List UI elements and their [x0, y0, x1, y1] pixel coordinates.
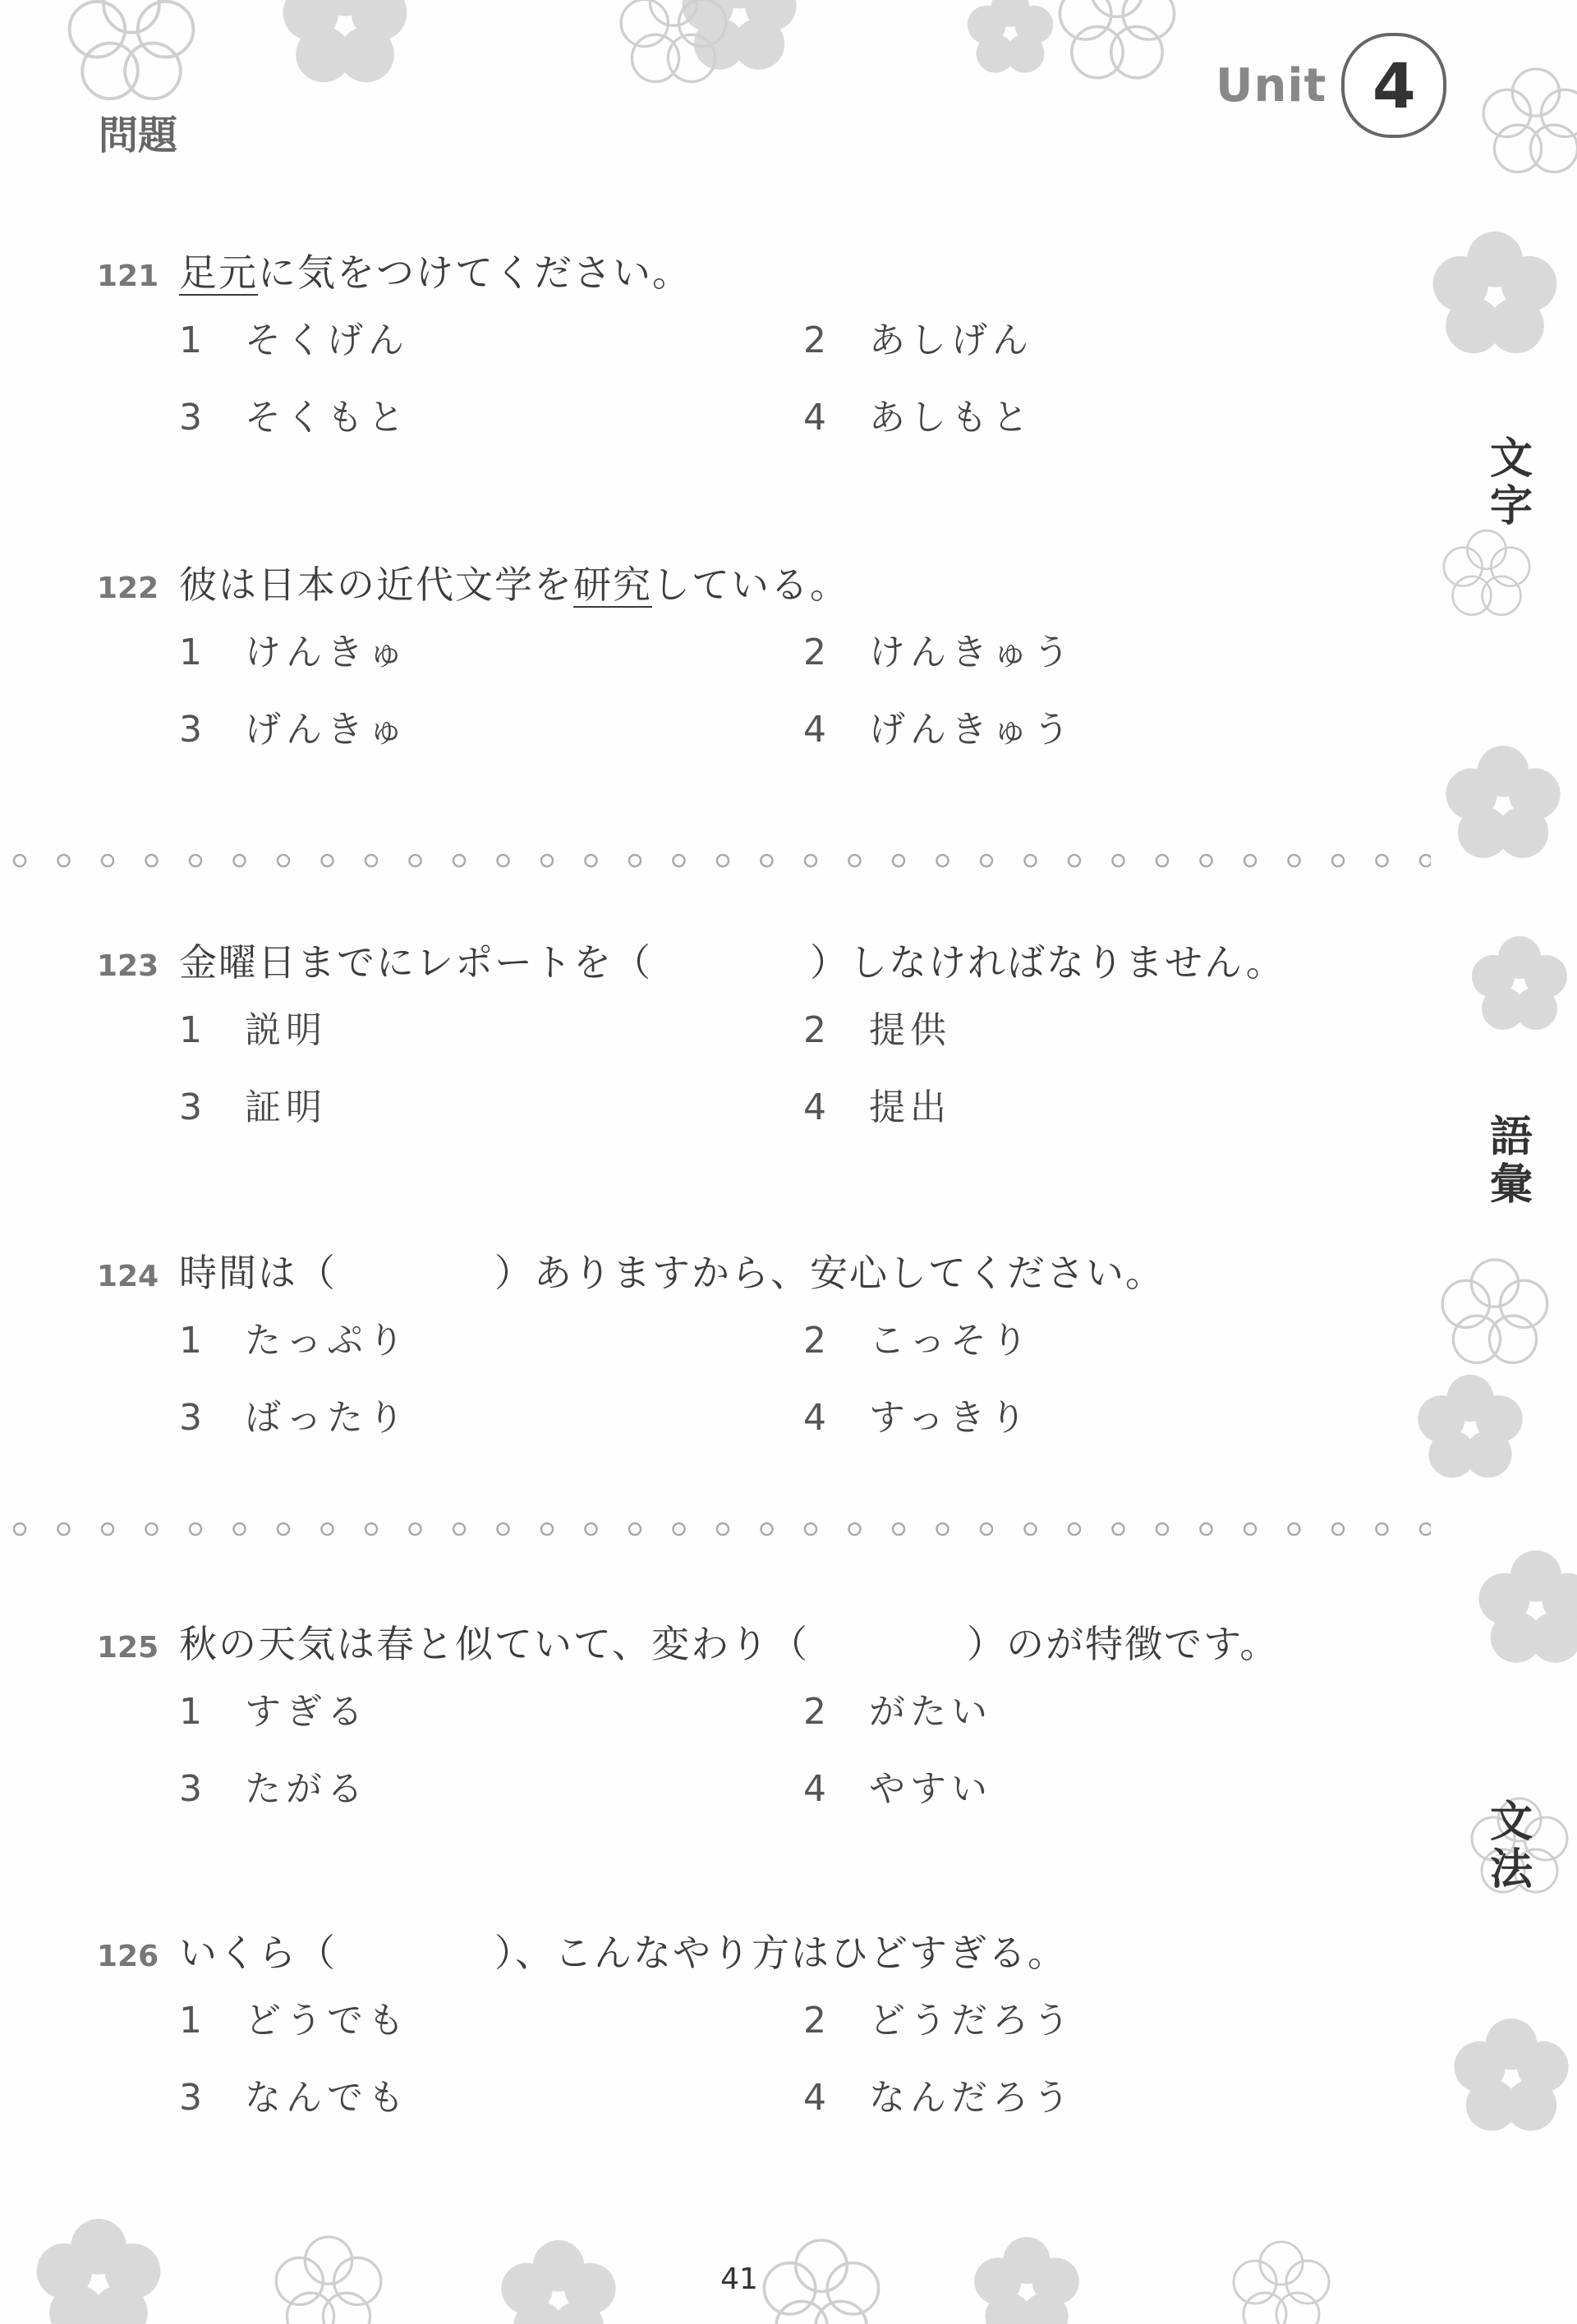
question-text: いくら（ ）、こんなやり方はひどすぎる。: [179, 1931, 1067, 1975]
separator-dot: [849, 855, 861, 866]
separator-dot: [14, 855, 25, 866]
option-2[interactable]: 2 どうだろう: [803, 2000, 1074, 2042]
option-1[interactable]: 1 そくげん: [179, 319, 409, 361]
answer-options: [179, 1991, 1428, 2120]
question-text: 時間は（ ）ありますから、安心してください。: [179, 1251, 1165, 1295]
answer-options: [179, 1682, 1428, 1812]
option-3[interactable]: 3 なんでも: [179, 2077, 409, 2119]
separator-dot: [849, 1523, 861, 1535]
separator-dot: [761, 855, 773, 866]
answer-options: [179, 622, 1428, 752]
separator-dot: [937, 1523, 949, 1535]
side-tab-moji[interactable]: 文 字: [1489, 434, 1533, 531]
separator-dot: [234, 855, 246, 866]
question-text: 足元に気をつけてください。: [179, 250, 692, 295]
question-125: [97, 1614, 1428, 1812]
separator-dot: [541, 1523, 553, 1535]
unit-badge: [1216, 33, 1446, 138]
separator-dot: [1113, 1523, 1124, 1535]
unit-label: Unit: [1216, 58, 1327, 113]
separator-dot: [322, 1523, 333, 1535]
option-2[interactable]: 2 こっそり: [803, 1320, 1033, 1362]
separator-dot: [586, 1523, 597, 1535]
separator-dot: [674, 855, 685, 866]
option-3[interactable]: 3 げんきゅ: [179, 709, 409, 751]
underlined-word: 研究: [573, 563, 652, 607]
separator-dot: [453, 1523, 465, 1535]
question-text: 彼は日本の近代文学を研究している。: [179, 563, 849, 607]
option-1[interactable]: 1 どうでも: [179, 2000, 409, 2042]
separator-dot: [586, 855, 597, 866]
page-number: 41: [720, 2262, 758, 2296]
separator-dot: [981, 855, 992, 866]
separator-dot: [146, 1523, 158, 1535]
option-4[interactable]: 4 あしもと: [803, 397, 1033, 439]
separator-dot: [1332, 855, 1344, 866]
question-text: 金曜日までにレポートを（ ）しなければなりません。: [179, 940, 1285, 985]
separator-dot: [893, 1523, 904, 1535]
unit-number: 4: [1341, 33, 1446, 138]
separator-dot: [1025, 1523, 1037, 1535]
separator-dot: [498, 1523, 509, 1535]
separator-dot: [410, 1523, 421, 1535]
separator-dot: [1332, 1523, 1344, 1535]
option-4[interactable]: 4 なんだろう: [803, 2077, 1074, 2119]
separator-dot: [453, 855, 465, 866]
option-1[interactable]: 1 すぎる: [179, 1691, 368, 1733]
separator-dot: [674, 1523, 685, 1535]
separator-dot: [366, 855, 377, 866]
separator-dot: [146, 855, 158, 866]
separator-dot: [1156, 855, 1168, 866]
dotted-separator: [10, 852, 1431, 869]
answer-options: [179, 310, 1428, 440]
option-1[interactable]: 1 たっぷり: [179, 1320, 409, 1362]
answer-options: [179, 1311, 1428, 1440]
separator-dot: [278, 1523, 289, 1535]
separator-dot: [1289, 1523, 1300, 1535]
separator-dot: [322, 855, 333, 866]
question-text: 秋の天気は春と似ていて、変わり（ ）のが特徴です。: [179, 1622, 1280, 1666]
separator-dot: [1244, 1523, 1256, 1535]
option-2[interactable]: 2 けんきゅう: [803, 632, 1074, 673]
separator-dot: [629, 1523, 641, 1535]
separator-dot: [1244, 855, 1256, 866]
separator-dot: [366, 1523, 377, 1535]
separator-dot: [1377, 855, 1388, 866]
option-1[interactable]: 1 けんきゅ: [179, 632, 409, 673]
question-121: [97, 243, 1428, 440]
option-3[interactable]: 3 たがる: [179, 1768, 368, 1810]
separator-dot: [190, 1523, 201, 1535]
question-number: 121: [97, 259, 159, 293]
question-number: 123: [97, 949, 159, 983]
question-122: [97, 555, 1428, 752]
separator-dot: [761, 1523, 773, 1535]
side-tab-bunpou[interactable]: 文 法: [1489, 1798, 1533, 1895]
separator-dot: [1113, 855, 1124, 866]
question-number: 125: [97, 1631, 159, 1665]
separator-dot: [893, 855, 904, 866]
separator-dot: [1069, 1523, 1080, 1535]
option-4[interactable]: 4 げんきゅう: [803, 709, 1074, 751]
separator-dot: [102, 1523, 113, 1535]
side-tab-goi[interactable]: 語 彙: [1489, 1113, 1533, 1210]
separator-dot: [1420, 855, 1431, 866]
separator-dot: [1025, 855, 1037, 866]
question-number: 124: [97, 1260, 159, 1293]
separator-dot: [717, 1523, 729, 1535]
separator-dot: [937, 855, 949, 866]
separator-dot: [102, 855, 113, 866]
separator-dot: [1377, 1523, 1388, 1535]
separator-dot: [1420, 1523, 1431, 1535]
separator-dot: [58, 1523, 70, 1535]
separator-dot: [410, 855, 421, 866]
separator-dot: [278, 855, 289, 866]
separator-dot: [1201, 855, 1212, 866]
answer-options: [179, 1000, 1428, 1130]
question-124: [97, 1243, 1428, 1440]
section-title: 問題: [99, 113, 178, 158]
underlined-word: 足元: [179, 250, 258, 295]
option-2[interactable]: 2 あしげん: [803, 319, 1033, 361]
separator-dot: [498, 855, 509, 866]
separator-dot: [1156, 1523, 1168, 1535]
separator-dot: [805, 855, 816, 866]
separator-dot: [1069, 855, 1080, 866]
option-2[interactable]: 2 提供: [803, 1009, 951, 1051]
option-4[interactable]: 4 すっきり: [803, 1397, 1032, 1439]
separator-dot: [717, 855, 729, 866]
option-3[interactable]: 3 証明: [179, 1086, 327, 1128]
separator-dot: [541, 855, 553, 866]
question-126: [97, 1923, 1428, 2120]
question-123: [97, 933, 1428, 1130]
separator-dot: [190, 855, 201, 866]
question-number: 126: [97, 1940, 159, 1973]
option-3[interactable]: 3 そくもと: [179, 397, 409, 439]
separator-dot: [629, 855, 641, 866]
option-4[interactable]: 4 提出: [803, 1086, 951, 1128]
separator-dot: [58, 855, 70, 866]
separator-dot: [1201, 1523, 1212, 1535]
separator-dot: [1289, 855, 1300, 866]
separator-dot: [234, 1523, 246, 1535]
question-number: 122: [97, 572, 159, 605]
option-2[interactable]: 2 がたい: [803, 1691, 992, 1733]
option-4[interactable]: 4 やすい: [803, 1768, 992, 1810]
separator-dot: [981, 1523, 992, 1535]
dotted-separator: [10, 1521, 1431, 1537]
separator-dot: [805, 1523, 816, 1535]
option-3[interactable]: 3 ばったり: [179, 1397, 409, 1439]
separator-dot: [14, 1523, 25, 1535]
option-1[interactable]: 1 説明: [179, 1009, 327, 1051]
